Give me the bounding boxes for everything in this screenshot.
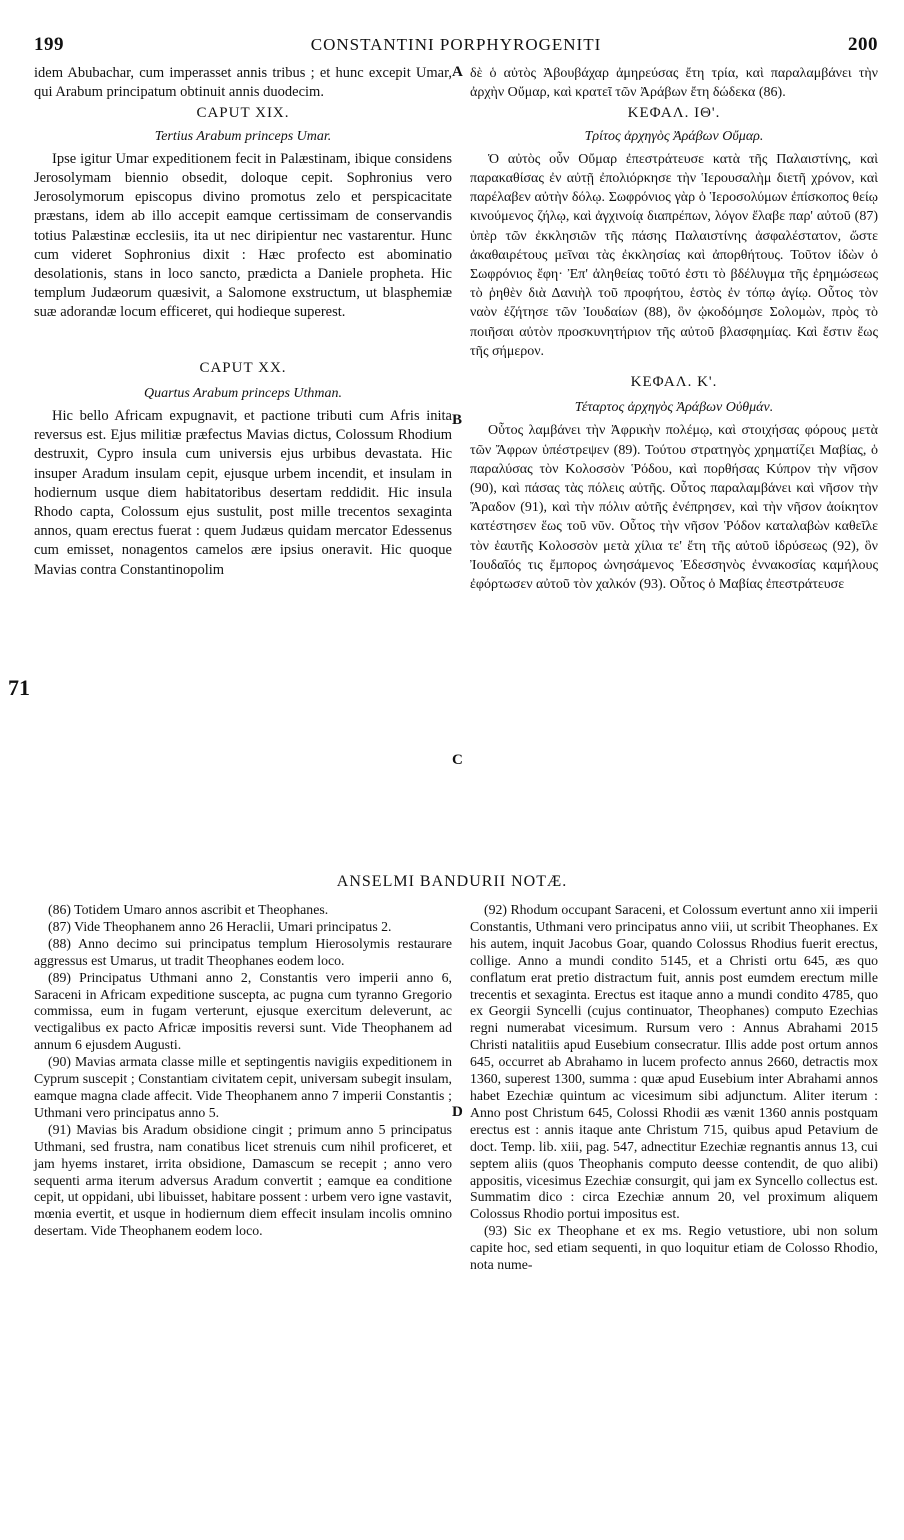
greek-caput-20-text: Οὗτος λαμβάνει τὴν Ἀφρικὴν πολέμῳ, καὶ στοιχήσας φόρους μετὰ τῶν Ἄφρων ὑπέστρεψεν (89). Τούτου στρατηγὸς χρηματίζει Μαβίας, ὁ παραλύσας τὸν Κολοσσὸν Ῥόδου, καὶ πορθήσας Κύπρον τὴν νῆσον (90), καὶ πάσας τὰς πόλεις αὐτῆς. Οὗτος παραλαμβάνει καὶ νῆσον τὴν Ἄραδον (91), καὶ τὴν πόλιν αὐτῆς ἐνέπρησεν, καὶ τὴν νῆσον ἀοίκητον κατέστησεν ἕως τοῦ νῦν. Οὗτος τὴν νῆσον Ῥόδον καταλαβὼν καθεῖλε τὸν ἑαυτῆς Κολοσσὸν μετὰ χίλια τε' ἔτη τῆς αὐτοῦ ἱδρύσεως (92), ὃν Ἰουδαῖός τις ἔμπορος ὠνησάμενος Ἐδεσσηνὸς ἐννακοσίας καμήλους ἐφόρτωσεν αὐτοῦ τὸν χαλκόν (93). Οὗτος ὁ Μαβίας ἐπεστράτευσε [470,423,878,593]
latin-caput-19: CAPUT XIX. [196,105,290,122]
note-88: (88) Anno decimo sui principatus templum Hierosolymis restaurare aggressus est Umarus, ut tradit Theophanes eodem loco. [34,935,452,968]
left-page-number: 199 [34,34,64,55]
running-title: CONSTANTINI PORPHYROGENITI [310,35,602,54]
inline-page-marker: 71 [8,675,30,700]
note-86: (86) Totidem Umaro annos ascribit et Theophanes. [48,902,329,917]
note-90: (90) Mavias armata classe mille et septingentis navigiis expeditionem in Cyprum suscepit ; Constantiam civitatem cepit, universam subegit insulam, eamque magna clade affecit. Vide Theophanem anno 7 imperii Constantis ; Uthmani vero principatus anno 5. [34,1054,452,1120]
note-89: (89) Principatus Uthmani anno 2, Constantis vero imperii anno 6, Saraceni in Africam expeditione suscepta, ac pugna cum tyranno Gregorio commissa, eum in fugam verterunt, ejusque exercitum deleverunt, ac vectigalibus ex pacto Africæ impositis reversi sunt. Vide Theophanem ad annum 6 ejusdem Augusti. [34,969,452,1053]
note-91: (91) Mavias bis Aradum obsidione cingit ; primum anno 5 principatus Uthmani, sed frustra, nam conatibus licet strenuis cum nihil proficeret, et jam hyems instaret, irrita obsidione, Damascum se recepit ; anno vero sequenti arma iterum adversus Aradum convertit ; eamque ea conditione cepit, ut oppidani, ubi libuisset, habitare possent : urbem vero igne vastavit, mœnia evertit, et usque in hodiernum diem effecit insulam incolis omnino desertam. Vide Theophanem eodem loco. [34,1121,452,1239]
note-92: (92) Rhodum occupant Saraceni, et Colossum evertunt anno xii imperii Constantis, Uthmani vero principatus anno viii, ut scribit Theophanes. Ex his autem, inquit Jacobus Goar, quando Colossus Rhodius fuerit erectus, collige. Anno a mundi condito 5145, et a Christi ortu 645, æs quo conflatum erat pretio distractum fuit, annis post eumdem erectum mille trecentis et sexaginta. Erectus est itaque anno a mundi condito 4785, quo ex Georgii Syncelli (cujus continuator, Theophanes) computo Ezechias regni numerabat vicesimum. Rursum vero : Annus Abrahami 2015 Christi natalitiis apud Eusebium consecratur. Illis adde post ortum annos 645, occurret ab Abrahamo in lucem profecto annus 2660, detractis mox 1360, superest 1300, summa : quæ apud Eusebium inter Abrahami annos habet Ezechiæ quintum ac vicesimum sibi adjunctum. Aliter iterum : Anno post Christum 645, Colossi Rhodii æs vænit 1360 annis postquam erectus est : annis itaque ante Christum 715, quibus apud Petavium de doct. Temp. lib. xiii, pag. 547, adnectitur Ezechiæ regnantis annus 13, cui septem aliis (quos Theophanis computo deesse contendit, de quo alibi) appositis, vicesimus Ezechiæ consurgit, qui jam ex Syncello collectus est. Summatim dico : circa Ezechiæ annum 20, vel proximum aliquem Colossus Rhodio portui impositus est. [470,902,878,1222]
greek-caput-19-subtitle: Τρίτος ἀρχηγὸς Ἀράβων Οὔμαρ. [584,128,764,144]
notes-title: ANSELMI BANDURII NOTÆ. [336,873,568,890]
latin-column [34,64,452,580]
margin-marker-d: D [452,1104,463,1120]
greek-caput-19: ΚΕΦΑΛ. ΙΘ'. [627,105,721,122]
notes-right-column [470,902,878,1274]
latin-intro: idem Abubachar, cum imperasset annis tribus ; et hunc excepit Umar, qui Arabum principatum obtinuit annis duodecim. [34,65,452,101]
notes-left-column [34,902,452,1240]
greek-column [470,64,878,594]
margin-marker-b: B [452,412,463,428]
note-87: (87) Vide Theophanem anno 26 Heraclii, Umari principatus 2. [48,918,392,934]
latin-caput-19-text: Ipse igitur Umar expeditionem fecit in Palæstinam, ibique considens Jerosolymam biennio obsedit, doloque cepit. Sophronius vero Jerosolymorum episcopus divino promotus zelo et perspicacitate præstans, idem ab illo accepit eamque certissimam de conservandis totius Palæstinæ ecclesiis, ita ut nec diripientur nec vastarentur. Hunc cum videret Sophronius dixit : Hæc profecto est abominatio desolationis, stans in loco sancto, prædicta a Daniele propheta. Hic templum Judæorum quæsivit, a Salomone exstructum, ut blasphemiæ suæ adorandæ locum efficeret, qui hodieque superest. [34,150,452,321]
latin-caput-19-subtitle: Tertius Arabum princeps Umar. [154,128,332,144]
latin-caput-20-text: Hic bello Africam expugnavit, et pactione tributi cum Afris inita reversus est. Ejus militiæ præfectus Mavias dictus, Colossum Rhodium destruxit, Cypro insula cum universis ejus urbibus devastata. Hic insuper Aradum insulam cepit, ejusque urbem incendit, et insulam in hodiernum usque diem habitatoribus desertam reddidit. Hic insula Rhodo capta, Colossum ejus sustulit, post mille trecentos sexaginta annos, quam erectus fuerat : quem Judæus quidam mercator Edessenus cum emisset, nonagentos camelos ære ipsius oneravit. Hic quoque Mavias contra Constantinopolim [34,408,452,578]
margin-marker-c: C [452,752,463,768]
right-page-number: 200 [848,34,878,55]
margin-marker-a: A [452,64,463,80]
greek-caput-19-text: Ὁ αὐτὸς οὖν Οὔμαρ ἐπεστράτευσε κατὰ τῆς Παλαιστίνης, καὶ παρακαθίσας ἐν αὐτῇ ἐπολιόρκησε τὴν Ἱερουσαλὴμ διετῆ χρόνον, καὶ παρέλαβεν αὐτὴν δόλῳ. Σωφρόνιος γὰρ ὁ Ἱεροσολύμων ἐπίσκοπος θείῳ κινούμενος ζήλῳ, καὶ ἀγχινοίᾳ διαπρέπων, λόγον ἔλαβε παρ' αὐτοῦ (87) ὑπὲρ τῶν ἐκκλησιῶν τῆς πάσης Παλαιστίνης ἀσφαλέστατον, ὥστε ἀκαθαιρέτους μεῖναι τὰς ἐκκλησίας καὶ ἀπορθήτους. Τοῦτον ἰδὼν ὁ Σωφρόνιος ἔφη· Ἐπ' ἀληθείας τοῦτό ἐστι τὸ βδέλυγμα τῆς ἐρημώσεως τὸ ῥηθὲν διὰ Δανιὴλ τοῦ προφήτου, ἑστὸς ἐν τόπῳ ἁγίῳ. Οὗτος τὸν ναὸν ἐζήτησε τῶν Ἰουδαίων (88), ὃν ᾠκοδόμησε Σολομὼν, πρὸς τὸ ποιῆσαι αὐτὸν προσκυνητήριον τῆς αὐτοῦ βλασφημίας. Καὶ ἔστιν ἕως τῆς σήμερον. [470,151,878,359]
greek-caput-20: ΚΕΦΑΛ. Κ'. [630,374,718,391]
greek-caput-20-subtitle: Τέταρτος ἀρχηγὸς Ἀράβων Οὐθμάν. [574,400,774,416]
page-header [34,34,878,60]
note-93: (93) Sic ex Theophane et ex ms. Regio vetustiore, ubi non solum capite hoc, sed etiam sequenti, in quo loquitur etiam de Colosso Rhodio, nota nume- [470,1223,878,1273]
greek-intro: δὲ ὁ αὐτὸς Ἀβουβάχαρ ἀμηρεύσας ἔτη τρία, καὶ παραλαμβάνει τὴν ἀρχὴν Οὔμαρ, καὶ κρατεῖ τῶν Ἀράβων ἔτη δώδεκα (86). [470,66,878,101]
latin-caput-20-subtitle: Quartus Arabum princeps Uthman. [143,385,343,401]
latin-caput-20: CAPUT XX. [199,359,287,376]
